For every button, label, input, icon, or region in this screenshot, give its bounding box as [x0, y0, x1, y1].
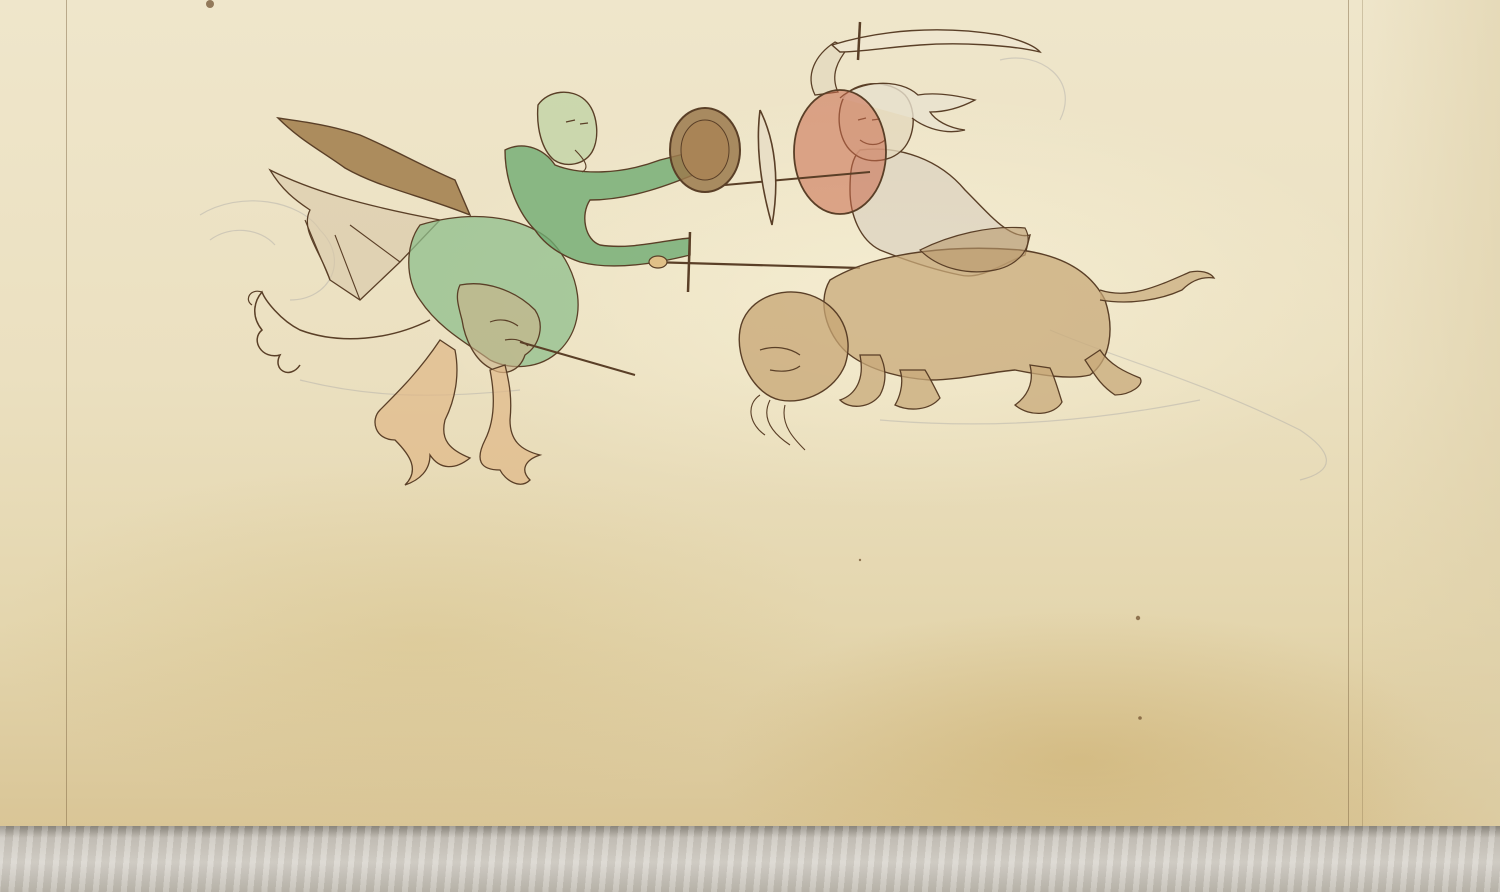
- dragon-tail: [255, 292, 430, 372]
- turbaned-man-shield: [794, 90, 886, 214]
- dragon-leg-left: [375, 340, 470, 485]
- lion-mane: [751, 395, 805, 450]
- lion-hind-leg-2: [1085, 350, 1141, 395]
- lion-front-leg: [840, 355, 885, 406]
- dragon-leg-right: [480, 365, 540, 484]
- turbaned-man-scimitar: [832, 30, 1040, 52]
- lion: [739, 227, 1214, 450]
- lion-tail: [1100, 271, 1214, 302]
- green-man-head: [538, 92, 597, 164]
- green-man-sword: [650, 262, 860, 268]
- lion-head: [739, 292, 848, 401]
